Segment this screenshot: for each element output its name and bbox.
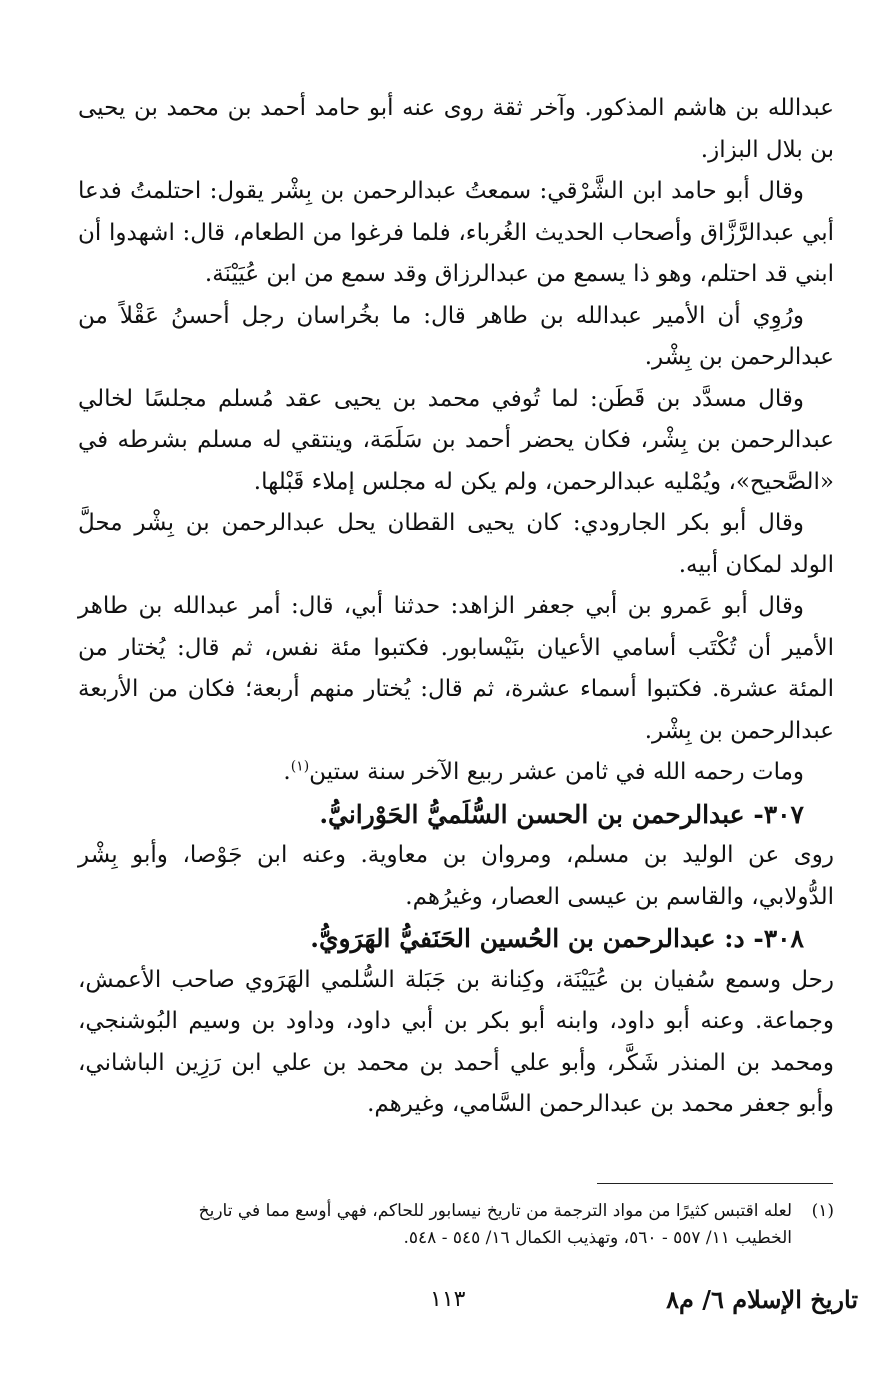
entry-307-heading [78,794,834,836]
paragraph-2: وقال أبو حامد ابن الشَّرْقي: سمعتُ عبدالرحمن بن بِشْر يقول: احتلمتُ فدعا أبي عبدالرَّزَّاق وأصحاب الحديث الغُرباء، فلما فرغوا من الطعام، قال: اشهدوا أن ابني قد احتلم، وهو ذا يسمع من عبدالرزاق وقد سمع من ابن عُيَيْنَة. [78,178,834,287]
entry-308-title: عبدالرحمن بن الحُسين الحَنَفيُّ الهَرَويُّ. [310,924,716,953]
death-note-text: ومات رحمه الله في ثامن عشر ربيع الآخر سنة ستين [309,759,804,785]
paragraph-5: وقال أبو بكر الجارودي: كان يحيى القطان يحل عبدالرحمن بن بِشْر محلَّ الولد لمكان أبيه. [78,510,834,578]
entry-308-number: ٣٠٨- [753,924,804,953]
page-number: ١١٣ [430,1287,466,1312]
footnote-line-1 [78,1198,834,1225]
death-note [78,752,834,794]
entry-308-prefix: د: [724,924,745,953]
entry-308-text: رحل وسمع سُفيان بن عُيَيْنَة، وكِنانة بن جَبَلة السُّلمي الهَرَوي صاحب الأعمش، وجماعة. وعنه أبو داود، وابنه أبو بكر بن أبي داود، وداود بن وسيم البُوشنجي، ومحمد بن المنذر شَكَّر، وأبو علي أحمد بن محمد بن علي ابن رَزِين الباشاني، وأبو جعفر محمد بن عبدالرحمن السَّامي، وغيرهم. [78,966,834,1117]
footnote-text-1: لعله اقتبس كثيرًا من مواد الترجمة من تاريخ نيسابور للحاكم، فهي أوسع مما في تاريخ [198,1201,792,1221]
entry-307-number: ٣٠٧- [753,799,804,829]
footnote [78,1198,834,1252]
footnote-line-2: الخطيب ١١/ ٥٥٧ - ٥٦٠، وتهذيب الكمال ١٦/ ٥٤٥ - ٥٤٨. [403,1228,792,1248]
entry-308-heading [78,918,834,960]
paragraph-3: ورُوِي أن الأمير عبدالله بن طاهر قال: ما بخُراسان رجل أحسنُ عَقْلاً من عبدالرحمن بن بِشْر. [78,302,834,370]
main-text [78,88,834,1126]
paragraph-6: وقال أبو عَمرو بن أبي جعفر الزاهد: حدثنا أبي، قال: أمر عبدالله بن طاهر الأمير أن تُكْتَب أسامي الأعيان بنَيْسابور. فكتبوا مئة نفس، ثم قال: يُختار من المئة عشرة. فكتبوا أسماء عشرة، ثم قال: يُختار منهم أربعة؛ فكان من الأربعة عبدالرحمن بن بِشْر. [78,593,834,744]
footnote-divider [597,1183,833,1184]
volume-signature: تاريخ الإسلام ٦/ م٨ [666,1285,858,1314]
footnote-marker: (١) [290,758,310,775]
entry-307-text: روى عن الوليد بن مسلم، ومروان بن معاوية. وعنه ابن جَوْصا، وأبو بِشْر الدُّولابي، والقاسم بن عيسى العصار، وغيرُهم. [78,842,834,910]
paragraph-4: وقال مسدَّد بن قَطَن: لما تُوفي محمد بن يحيى عقد مُسلم مجلسًا لخالي عبدالرحمن بن بِشْر، فكان يحضر أحمد بن سَلَمَة، وينتقي له مسلم بشرطه في «الصَّحيح»، ويُمْليه عبدالرحمن، ولم يكن له مجلس إملاء قَبْلها. [78,385,834,495]
paragraph-1: عبدالله بن هاشم المذكور. وآخر ثقة روى عنه أبو حامد أحمد بن محمد بن يحيى بن بلال البزاز. [78,95,834,163]
footnote-number: (١) [811,1201,834,1221]
death-note-end: . [283,759,291,785]
entry-307-title: عبدالرحمن بن الحسن السُّلَميُّ الحَوْرانيُّ. [319,799,745,829]
page-footer [78,1285,858,1325]
